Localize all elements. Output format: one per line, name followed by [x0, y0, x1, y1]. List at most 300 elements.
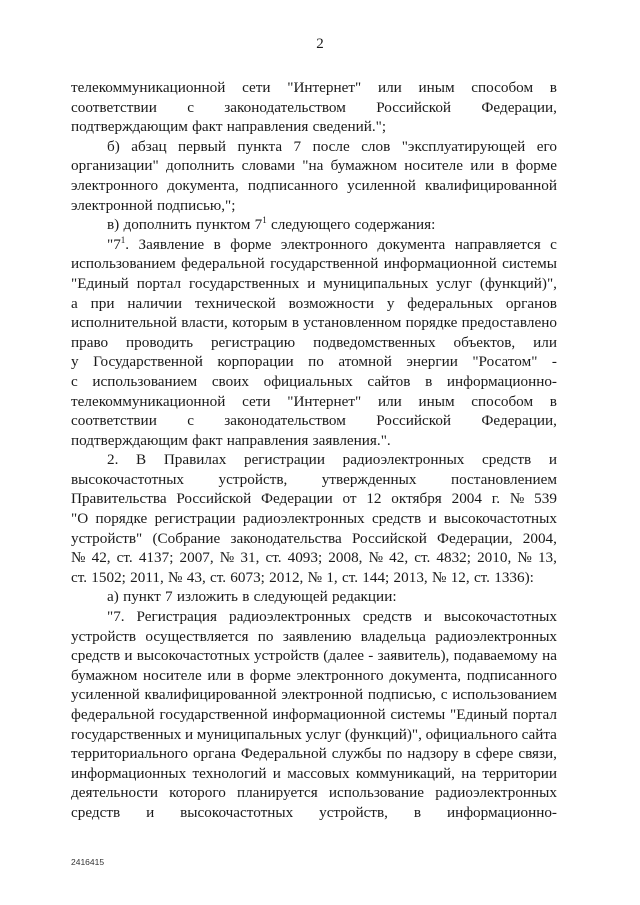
- word: форме: [249, 666, 291, 684]
- word: Государственной: [93, 353, 203, 371]
- word: -: [368, 647, 374, 665]
- word: в: [413, 803, 422, 821]
- text-line: [71, 450, 557, 470]
- word: Правилах: [163, 451, 227, 469]
- word: государственной: [270, 255, 379, 273]
- word: подписью,: [367, 686, 436, 704]
- word: изложить: [176, 588, 238, 606]
- word: редакции:: [331, 588, 397, 606]
- word: №: [509, 490, 525, 508]
- word: по: [386, 745, 403, 763]
- word: и: [184, 725, 194, 743]
- word: радиоэлектронных: [242, 510, 365, 528]
- word: усиленной: [347, 176, 416, 194]
- text-line: [71, 783, 557, 803]
- word: системы: [390, 706, 446, 723]
- text-line: [71, 215, 557, 235]
- word: средств: [482, 451, 532, 469]
- word: "7.: [107, 608, 125, 626]
- word: №: [307, 568, 323, 586]
- word: Правительства: [71, 490, 167, 508]
- word: а): [107, 588, 119, 606]
- word: с: [187, 412, 194, 430]
- word: устройств": [71, 529, 143, 547]
- word: при: [90, 294, 115, 312]
- word: 2007,: [179, 549, 214, 567]
- word: носителе: [404, 157, 463, 175]
- word: средств: [71, 647, 121, 665]
- word: федеральной: [71, 706, 155, 723]
- word: факт: [192, 431, 223, 449]
- word: услуг: [436, 274, 473, 292]
- word: планируется: [236, 784, 318, 802]
- superscript: 1: [120, 234, 126, 245]
- text-line: [71, 156, 557, 176]
- text-line: [71, 744, 557, 764]
- word: с: [550, 235, 557, 253]
- word: электронной: [71, 196, 153, 214]
- word: подведомственных: [313, 333, 436, 351]
- word: которого: [169, 784, 226, 802]
- word: портал: [512, 706, 557, 723]
- text-line: [71, 431, 557, 451]
- word: владельца: [360, 627, 426, 645]
- word: телекоммуникационной: [71, 79, 226, 96]
- word: энергии: [406, 353, 458, 371]
- word: муниципальных: [323, 274, 429, 292]
- word: осуществляется: [145, 627, 249, 645]
- word: способом: [471, 392, 534, 410]
- text-line: [71, 235, 557, 255]
- word: и: [146, 803, 155, 821]
- word: подтверждающим: [71, 118, 188, 136]
- word: регистрации: [154, 510, 236, 528]
- word: 144;: [362, 568, 390, 586]
- word: 4137;: [138, 549, 174, 567]
- word: 539: [534, 490, 557, 508]
- word: словами: [241, 157, 295, 175]
- word: федеральных: [407, 294, 494, 312]
- word: 7: [293, 137, 302, 155]
- word: бумажном: [330, 157, 397, 175]
- word: пункт: [123, 588, 161, 606]
- word: №: [368, 549, 384, 567]
- word: государственных: [71, 725, 182, 743]
- word: устройств,: [218, 470, 288, 488]
- word: постановлением: [450, 470, 557, 488]
- word: высокочастотных: [443, 510, 557, 528]
- text-line: [71, 137, 557, 157]
- word: с: [71, 372, 78, 390]
- text-line: [71, 313, 557, 333]
- word: или: [533, 333, 557, 351]
- text-line: [71, 392, 557, 412]
- word: высокочастотных: [180, 803, 294, 821]
- word: право: [71, 333, 109, 351]
- word: органа: [192, 745, 236, 763]
- word: законодательством: [224, 412, 346, 430]
- word: Регистрация: [136, 608, 218, 626]
- word: ст.: [265, 549, 282, 567]
- word: ст.: [341, 568, 359, 586]
- word: территории: [482, 764, 557, 782]
- document-code: 2416415: [71, 857, 105, 867]
- word: власти,: [181, 314, 228, 332]
- word: документа: [377, 235, 446, 253]
- text-line: [71, 117, 557, 137]
- word: направления: [226, 431, 309, 449]
- word: ст.: [210, 568, 227, 586]
- word: портал: [136, 274, 182, 292]
- word: "Интернет": [287, 392, 362, 410]
- word: $7^1$: [254, 215, 267, 234]
- word: документа,: [167, 176, 239, 194]
- word: или: [377, 392, 402, 410]
- word: следующей: [253, 588, 328, 606]
- word: (функций)",: [344, 725, 422, 743]
- word: подтверждающим: [71, 431, 188, 449]
- word: радиоэлектронных: [228, 608, 351, 626]
- word: по: [257, 627, 274, 645]
- word: а: [71, 294, 78, 312]
- word: Российской: [376, 412, 452, 430]
- word: ст.: [116, 549, 133, 567]
- word: деятельности: [71, 784, 158, 802]
- word: порядке: [405, 314, 458, 332]
- word: атомной: [338, 353, 392, 371]
- word: подписанного: [466, 666, 557, 684]
- word: утвержденных: [321, 470, 417, 488]
- word: радиоэлектронных: [435, 784, 557, 802]
- text-line: [71, 764, 557, 784]
- word: надзору: [407, 745, 459, 763]
- word: квалифицированной: [144, 686, 277, 704]
- word: органов: [505, 294, 557, 312]
- word: законодательством: [224, 98, 346, 116]
- word: 42,: [389, 549, 409, 567]
- word: проводить: [126, 333, 194, 351]
- word: усиленной: [71, 686, 140, 704]
- word: в: [549, 79, 557, 96]
- word: информационно-: [446, 372, 557, 390]
- word: "Единый: [71, 274, 129, 292]
- word: 1336):: [494, 568, 534, 586]
- word: сайтов: [367, 372, 411, 390]
- word: сети: [242, 79, 271, 96]
- word: которым: [232, 314, 288, 332]
- word: 2004,: [522, 529, 557, 547]
- word: в): [107, 216, 120, 234]
- text-line: [71, 411, 557, 431]
- word: соответствии: [71, 98, 157, 116]
- word: технической: [194, 294, 276, 312]
- word: и: [272, 764, 281, 782]
- word: информационной: [383, 255, 497, 273]
- word: в: [463, 745, 471, 763]
- word: в: [213, 235, 221, 253]
- word: средств: [362, 608, 412, 626]
- word: "Росатом": [472, 353, 538, 371]
- word: заявлению: [282, 627, 352, 645]
- text-line: [71, 176, 557, 196]
- word: на: [542, 647, 557, 665]
- word: предоставлено: [461, 314, 557, 332]
- word: заявитель),: [377, 647, 450, 665]
- word: в: [549, 392, 557, 410]
- word: квалифицированной: [424, 176, 557, 194]
- word: использованием: [452, 686, 557, 704]
- word: "Единый: [450, 706, 508, 723]
- word: исполнительной: [71, 314, 177, 332]
- word: Федерации,: [481, 412, 557, 430]
- word: факт: [192, 118, 223, 136]
- word: или: [470, 157, 495, 175]
- word: подписанного: [247, 176, 339, 194]
- word: сфере: [475, 745, 514, 763]
- word: Российской: [351, 529, 427, 547]
- word: в: [291, 314, 299, 332]
- word: установленном: [303, 314, 402, 332]
- word: его: [536, 137, 557, 155]
- word: (далее: [323, 647, 365, 665]
- word: службы: [331, 745, 382, 763]
- word: -: [551, 353, 557, 371]
- word: Федеральной: [240, 745, 327, 763]
- word: "О: [71, 510, 89, 528]
- word: иным: [418, 392, 455, 410]
- word: у: [386, 294, 395, 312]
- text-line: [71, 372, 557, 392]
- word: 2.: [107, 451, 119, 469]
- word: высокочастотных: [71, 470, 185, 488]
- word: направления: [226, 118, 309, 136]
- word: 2013,: [393, 568, 428, 586]
- word: электронного: [296, 666, 384, 684]
- text-line: [71, 587, 557, 607]
- word: заявления.".: [312, 431, 391, 449]
- word: возможности: [288, 294, 374, 312]
- word: ст.: [71, 568, 88, 586]
- word: документа,: [389, 666, 462, 684]
- word: "на: [302, 157, 324, 175]
- word: 2011,: [130, 568, 164, 586]
- word: Федерации,: [481, 98, 557, 116]
- word: 12: [366, 490, 382, 508]
- word: абзац: [131, 137, 167, 155]
- word: и: [307, 274, 316, 292]
- superscript: 1: [262, 215, 267, 226]
- word: или: [207, 666, 232, 684]
- word: №: [219, 549, 235, 567]
- text-line: [71, 607, 557, 627]
- word: сведений.";: [312, 118, 387, 136]
- word: территориального: [71, 745, 188, 763]
- word: сети: [242, 392, 271, 410]
- text-line: [71, 509, 557, 529]
- word: своих: [211, 372, 249, 390]
- word: №: [517, 549, 532, 567]
- word: 6073;: [230, 568, 265, 586]
- word: дополнить: [166, 157, 235, 175]
- word: услуг: [305, 725, 342, 743]
- word: информационной: [272, 706, 386, 723]
- word: №: [168, 568, 183, 586]
- word: "эксплуатирующей: [401, 137, 526, 155]
- word: способом: [471, 79, 534, 96]
- word: муниципальных: [196, 725, 302, 743]
- word: 2008,: [328, 549, 363, 567]
- word: корпорации: [217, 353, 294, 371]
- text-line: [71, 705, 557, 725]
- word: информационных: [71, 764, 187, 782]
- word: 7: [164, 588, 173, 606]
- text-line: [71, 254, 557, 274]
- text-line: [71, 78, 557, 98]
- word: иным: [418, 79, 455, 96]
- word: 31,: [240, 549, 260, 567]
- word: №: [71, 549, 86, 567]
- text-line: [71, 725, 557, 745]
- text-line: [71, 333, 557, 353]
- word: сайта: [521, 725, 557, 743]
- text-line: [71, 98, 557, 118]
- word: Федерации: [261, 490, 333, 508]
- word: 43,: [186, 568, 206, 586]
- word: средств: [71, 803, 121, 821]
- word: 1502;: [91, 568, 126, 586]
- word: организации": [71, 157, 159, 175]
- word: и: [124, 647, 133, 665]
- page-number: 2: [316, 36, 324, 52]
- word: 4832;: [436, 549, 471, 567]
- text-line: [71, 548, 557, 568]
- word: связи,: [518, 745, 557, 763]
- word: 1,: [326, 568, 338, 586]
- word: на: [461, 764, 477, 782]
- text-line: [71, 529, 557, 549]
- word: и: [428, 510, 437, 528]
- word: или: [377, 79, 402, 96]
- word: наличии: [127, 294, 182, 312]
- text-line: [71, 685, 557, 705]
- word: использование: [328, 784, 425, 802]
- word: в: [501, 157, 509, 175]
- word: электронной: [281, 686, 364, 704]
- word: ст.: [414, 549, 431, 567]
- word: в: [236, 666, 245, 684]
- word: носителе: [143, 666, 202, 684]
- word: официальных: [263, 372, 353, 390]
- word: после: [312, 137, 350, 155]
- word: технологий: [192, 764, 267, 782]
- word: коммуникаций,: [355, 764, 455, 782]
- word: 2012,: [269, 568, 304, 586]
- word: первый: [178, 137, 227, 155]
- word: радиоэлектронных: [342, 451, 465, 469]
- word: Заявление: [138, 235, 205, 253]
- word: устройств: [71, 627, 137, 645]
- text-line: [71, 666, 557, 686]
- word: и: [423, 608, 432, 626]
- word: 4093;: [287, 549, 323, 567]
- word: электронного: [280, 235, 368, 253]
- text-line: [71, 470, 557, 490]
- word: регистрацию: [210, 333, 296, 351]
- word: (Собрание: [152, 529, 221, 547]
- word: и: [548, 451, 557, 469]
- word: объектов,: [453, 333, 516, 351]
- word: с: [440, 686, 448, 704]
- word: направляется: [454, 235, 541, 253]
- word: государственных: [188, 274, 300, 292]
- word: №: [431, 568, 447, 586]
- word: радиоэлектронных: [435, 627, 557, 645]
- word: 2004: [451, 490, 482, 508]
- word: с: [187, 98, 194, 116]
- word: "$7^1$.: [107, 234, 130, 253]
- word: официального: [425, 725, 518, 743]
- word: в: [242, 588, 250, 606]
- word: Российской: [376, 98, 452, 116]
- text-line: [71, 646, 557, 666]
- word: в: [425, 372, 433, 390]
- word: подписью,";: [156, 196, 236, 214]
- word: государственной: [159, 706, 268, 723]
- word: использованием: [92, 372, 198, 390]
- text-line: [71, 196, 557, 216]
- word: соответствии: [71, 412, 157, 430]
- word: устройств: [254, 647, 320, 665]
- text-line: [71, 627, 557, 647]
- word: по: [308, 353, 324, 371]
- word: устройств,: [319, 803, 388, 821]
- word: телекоммуникационной: [71, 392, 226, 410]
- text-line: [71, 803, 557, 823]
- word: форме: [230, 235, 272, 253]
- word: "Интернет": [287, 79, 362, 96]
- document-body: [71, 78, 557, 823]
- word: форме: [515, 157, 557, 175]
- word: бумажном: [71, 666, 138, 684]
- word: пунктом: [195, 216, 251, 234]
- word: содержания:: [354, 216, 436, 234]
- word: электронного: [71, 176, 159, 194]
- word: регистрации: [243, 451, 325, 469]
- word: ст.: [473, 568, 490, 586]
- word: федеральной: [181, 255, 265, 273]
- word: г.: [491, 490, 501, 508]
- word: высокочастотных: [443, 608, 557, 626]
- text-line: [71, 352, 557, 372]
- word: В: [136, 451, 147, 469]
- word: пункта: [237, 137, 283, 155]
- word: у: [71, 353, 79, 371]
- word: дополнить: [123, 216, 192, 234]
- word: высокочастотных: [136, 647, 250, 665]
- word: слов: [361, 137, 391, 155]
- word: системы: [502, 255, 557, 273]
- word: 42,: [91, 549, 111, 567]
- word: массовых: [287, 764, 350, 782]
- word: Федерации,: [437, 529, 513, 547]
- word: законодательства: [230, 529, 342, 547]
- word: использованием: [71, 255, 176, 273]
- word: порядке: [95, 510, 148, 528]
- word: 2010,: [477, 549, 512, 567]
- text-line: [71, 294, 557, 314]
- text-line: [71, 568, 557, 588]
- word: октября: [391, 490, 442, 508]
